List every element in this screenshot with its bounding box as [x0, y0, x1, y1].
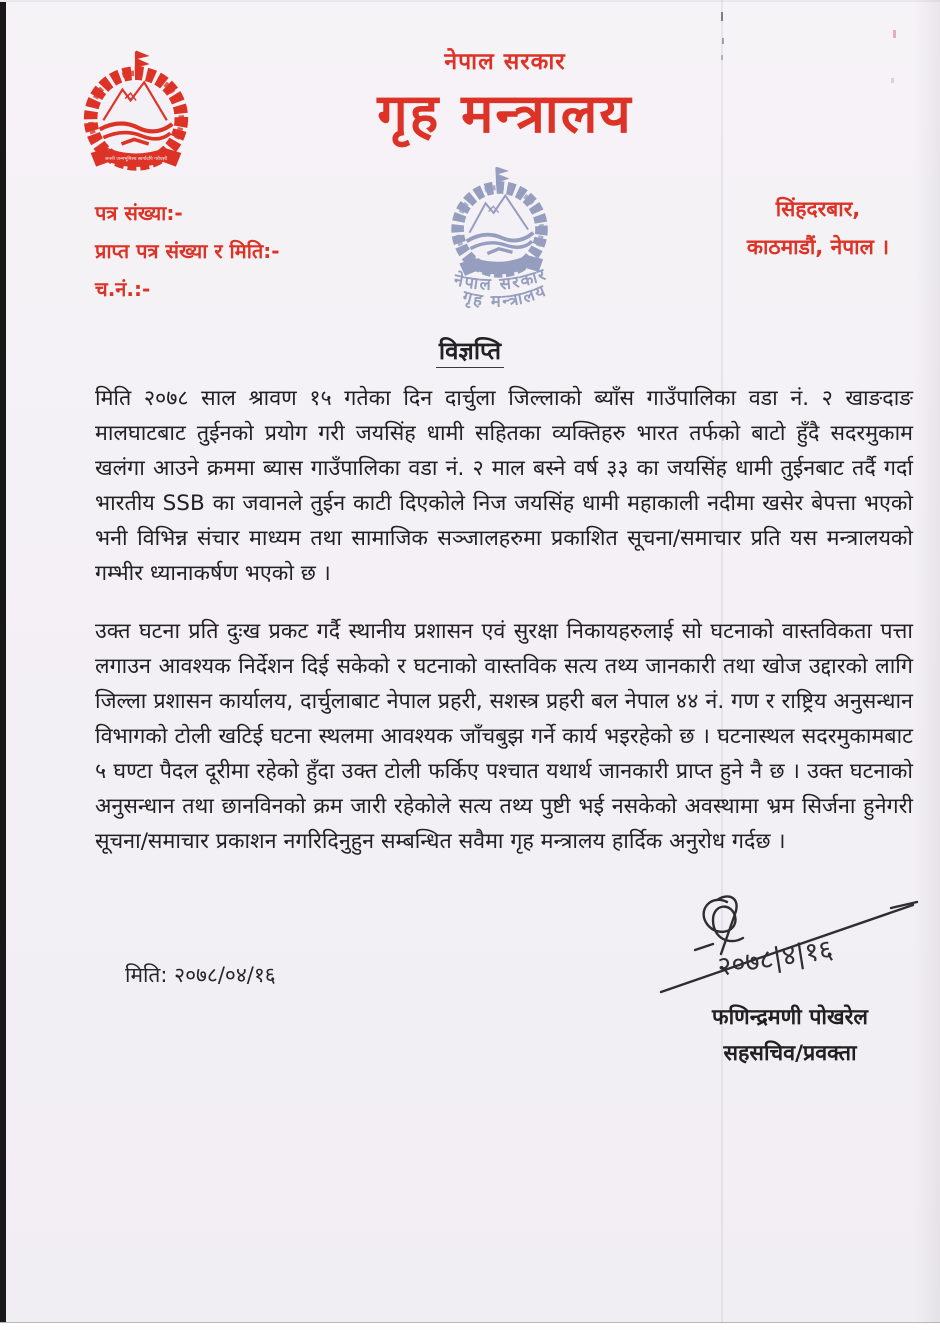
signatory-name: फणिन्द्रमणी पोखरेल — [712, 1005, 868, 1030]
scan-edge-bottom — [0, 1322, 940, 1330]
handwritten-signature — [655, 888, 925, 1000]
official-stamp — [408, 161, 602, 327]
stamp-text-government: नेपाल सरकार — [452, 264, 550, 294]
ministry-name: गृह मन्त्रालय — [377, 82, 633, 145]
letter-body — [95, 381, 913, 882]
ref-letter-number: पत्र संख्या:- — [95, 201, 183, 225]
stamp-text-ministry: गृह मन्त्रालय — [460, 280, 550, 311]
signature-block — [655, 888, 925, 1072]
address-line-1: सिंहदरबार, — [775, 197, 861, 221]
address-line-2: काठमाडौं, नेपाल । — [746, 235, 890, 259]
document-title: विज्ञप्ति — [436, 337, 504, 368]
fold-mark — [721, 12, 723, 21]
reference-fields — [95, 194, 280, 308]
issue-date: मिति: २०७८/०४/१६ — [125, 963, 276, 987]
ref-dispatch-number: च.नं.:- — [95, 277, 151, 301]
paragraph-2: उक्त घटना प्रति दुःख प्रकट गर्दै स्थानीय प्रशासन एवं सुरक्षा निकायहरुलाई सो घटनाको वास्तविकता पत्ता लगाउन आवश्यक निर्देशन दिई सकेको र घटनाको वास्तविक सत्य तथ्य जानकारी तथा खोज उद्दारको लागि जिल्ला प्रशासन कार्यालय, दार्चुलाबाट नेपाल प्रहरी, सशस्त्र प्रहरी बल नेपाल ४४ नं. गण र राष्ट्रिय अनुसन्धान विभागको टोली खटिई घटना स्थलमा आवश्यक जाँचबुझ गर्ने कार्य भइरहेको छ । घटनास्थल सदरमुकामबाट ५ घण्टा पैदल दूरीमा रहेको हुँदा उक्त टोली फर्किए पश्चात यथार्थ जानकारी प्राप्त हुने नै छ । उक्त घटनाको अनुसन्धान तथा छानविनको क्रम जारी रहेकोले सत्य तथ्य पुष्टी भई नसकेको अवस्थामा भ्रम सिर्जना हुनेगरी सूचना/समाचार प्रकाशन नगरिदिनुहुन सम्बन्धित सवैमा गृह मन्त्रालय हार्दिक अनुरोध गर्दछ । — [95, 619, 913, 854]
address-block — [712, 190, 924, 266]
scan-edge-left — [0, 0, 6, 1330]
government-name: नेपाल सरकार — [444, 49, 566, 75]
scan-speck — [893, 30, 896, 38]
signatory-designation: सहसचिव/प्रवक्ता — [723, 1041, 857, 1066]
signature-handwritten-date: २०७८|४|१६ — [715, 934, 836, 983]
emblem-motto: जननी जन्मभूमिश्च स्वर्गादपि गरीयसी — [104, 157, 168, 163]
ref-received-number-date: प्राप्त पत्र संख्या र मिति:- — [95, 239, 280, 263]
scan-edge-top — [0, 0, 940, 2]
paragraph-1: मिति २०७८ साल श्रावण १५ गतेका दिन दार्चुला जिल्लाको ब्याँस गाउँपालिका वडा नं. २ खाङदाङ मालघाटबाट तुईनको प्रयोग गरी जयसिंह धामी सहितका व्यक्तिहरु भारत तर्फको बाटो हुँदै सदरमुकाम खलंगा आउने क्रममा ब्यास गाउँपालिका वडा नं. २ माल बस्ने वर्ष ३३ का जयसिंह धामी तुईनबाट तर्दै गर्दा भारतीय SSB का जवानले तुईन काटी दिएकोले निज जयसिंह धामी महाकाली नदीमा खसेर बेपत्ता भएको भनी विभिन्न संचार माध्यम तथा सामाजिक सञ्जालहरुमा प्रकाशित सूचना/समाचार प्रति यस मन्त्रालयको गम्भीर ध्यानाकर्षण भएको छ । — [95, 386, 913, 586]
document-title-wrap — [0, 334, 940, 367]
